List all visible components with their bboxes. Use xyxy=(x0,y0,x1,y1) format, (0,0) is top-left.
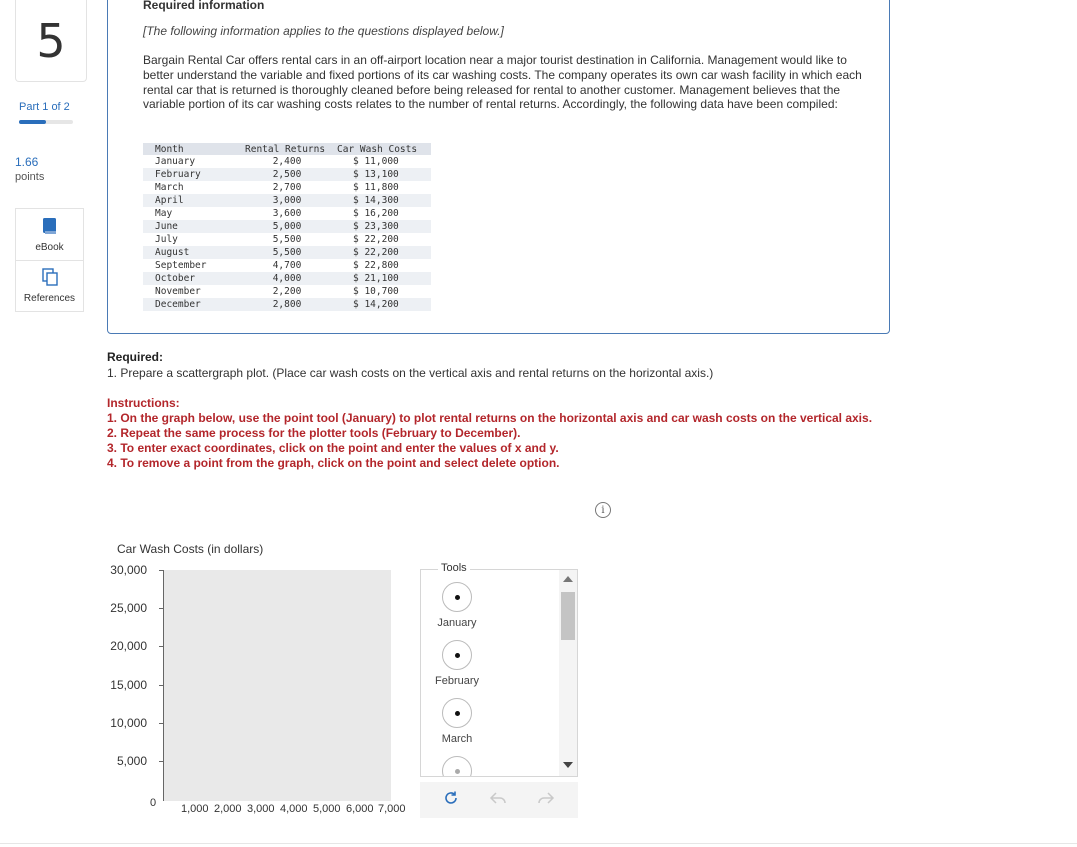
table-cell: July xyxy=(155,234,178,245)
y-tick xyxy=(159,723,164,724)
info-icon[interactable]: i xyxy=(595,502,611,518)
y-tick-label: 15,000 xyxy=(110,678,147,692)
table-row xyxy=(143,259,431,272)
table-cell: October xyxy=(143,272,241,285)
table-cell: 3,600 xyxy=(272,208,302,219)
info-body: Bargain Rental Car offers rental cars in an off-airport location near a major tourist destination in California. Management would like to better understand the variable and fixed portions of its car washing costs. The company operates its own car wash facility in which each rental car that is returned is thoroughly cleaned before being released for rental to another customer. Management believes that the variable portion of its car washing costs relates to the number of rental returns. Accordingly, the following data have been compiled: xyxy=(143,53,862,112)
required-title: Required: xyxy=(107,350,164,364)
required-text: 1. Prepare a scattergraph plot. (Place car wash costs on the vertical axis and rental returns on the horizontal axis.) xyxy=(107,366,714,380)
x-tick-label: 2,000 xyxy=(214,803,242,815)
table-cell: 2,800 xyxy=(241,298,333,311)
part-indicator xyxy=(19,101,70,113)
tools-panel xyxy=(420,569,578,777)
table-row xyxy=(143,246,431,259)
table-cell: $ 10,700 xyxy=(353,286,399,297)
instruction-line: 1. On the graph below, use the point tool (January) to plot rental returns on the horizontal axis and car wash costs on the vertical axis. xyxy=(107,411,873,425)
tool-label: March xyxy=(441,733,473,745)
graph-action-bar xyxy=(420,782,578,818)
y-tick xyxy=(159,761,164,762)
y-axis-title: Car Wash Costs (in dollars) xyxy=(117,542,264,556)
points-value: 1.66 xyxy=(15,155,39,169)
info-note: [The following information applies to the questions displayed below.] xyxy=(143,24,504,38)
tools-legend: Tools xyxy=(438,562,470,574)
x-tick-label: 3,000 xyxy=(247,803,275,815)
table-cell: $ 23,300 xyxy=(333,220,431,233)
table-cell: 3,000 xyxy=(241,194,333,207)
table-cell: January xyxy=(155,156,196,167)
table-cell: $ 11,000 xyxy=(353,156,399,167)
scroll-down-icon[interactable] xyxy=(563,762,573,768)
table-cell: December xyxy=(143,298,241,311)
question-number: 5 xyxy=(36,13,66,68)
reset-icon[interactable] xyxy=(443,790,459,811)
table-header: Rental Returns xyxy=(241,143,333,155)
table-cell: $ 22,800 xyxy=(353,260,399,271)
data-table xyxy=(143,143,431,311)
redo-icon[interactable] xyxy=(537,791,555,810)
table-row xyxy=(143,285,431,298)
y-tick-label: 5,000 xyxy=(116,754,147,768)
table-cell: 2,400 xyxy=(272,156,302,167)
table-cell: $ 13,100 xyxy=(333,168,431,181)
tool-label: February xyxy=(434,675,480,687)
table-row xyxy=(143,207,431,220)
table-cell: 5,000 xyxy=(241,220,333,233)
point-tool-icon xyxy=(442,640,472,670)
part-current: 1 xyxy=(42,101,49,113)
bottom-divider xyxy=(0,843,1077,844)
y-tick-label: 25,000 xyxy=(110,601,147,615)
table-cell: 5,500 xyxy=(241,246,333,259)
references-label: References xyxy=(23,293,76,304)
x-tick-label: 4,000 xyxy=(280,803,308,815)
tools-scrollbar[interactable] xyxy=(559,570,577,776)
info-title: Required information xyxy=(143,0,265,12)
part-progress-bar xyxy=(19,120,73,124)
table-cell: August xyxy=(143,246,241,259)
tool-march[interactable] xyxy=(421,698,493,745)
tool-january[interactable] xyxy=(421,582,493,629)
table-cell: $ 21,100 xyxy=(333,272,431,285)
table-cell: February xyxy=(143,168,241,181)
scroll-up-icon[interactable] xyxy=(563,576,573,582)
part-of: of 2 xyxy=(51,101,70,113)
x-tick-label: 7,000 xyxy=(378,803,406,815)
point-tool-icon xyxy=(442,582,472,612)
y-tick xyxy=(159,570,164,571)
tool-label: January xyxy=(437,617,477,629)
table-row xyxy=(143,298,431,311)
plot-area[interactable] xyxy=(163,570,391,801)
y-tick-label: 10,000 xyxy=(110,716,147,730)
table-cell: 2,200 xyxy=(272,286,302,297)
instruction-line: 3. To enter exact coordinates, click on the point and enter the values of x and y. xyxy=(107,441,559,455)
table-cell: June xyxy=(143,220,241,233)
x-tick-label: 6,000 xyxy=(346,803,374,815)
table-row xyxy=(143,272,431,285)
table-cell: 4,700 xyxy=(272,260,302,271)
instructions-title: Instructions: xyxy=(107,396,180,410)
ebook-button[interactable] xyxy=(16,209,83,260)
points-label: points xyxy=(15,171,45,183)
table-row xyxy=(143,220,431,233)
y-tick-label: 30,000 xyxy=(110,563,147,577)
table-cell: $ 14,200 xyxy=(333,298,431,311)
undo-icon[interactable] xyxy=(489,791,507,810)
tool-next-partial[interactable] xyxy=(421,756,493,777)
y-tick xyxy=(159,608,164,609)
table-header: Month xyxy=(143,143,241,155)
references-icon xyxy=(42,268,58,289)
table-cell: 2,700 xyxy=(272,182,302,193)
table-cell: September xyxy=(155,260,207,271)
table-cell: 4,000 xyxy=(241,272,333,285)
table-cell: 5,500 xyxy=(272,234,302,245)
table-cell: $ 16,200 xyxy=(353,208,399,219)
x-tick-label: 5,000 xyxy=(313,803,341,815)
table-cell: 2,500 xyxy=(241,168,333,181)
table-cell: $ 22,200 xyxy=(333,246,431,259)
ebook-label: eBook xyxy=(35,241,64,253)
part-word: Part xyxy=(19,101,40,113)
origin-label: 0 xyxy=(150,797,157,809)
x-tick-label: 1,000 xyxy=(181,803,209,815)
instruction-line: 2. Repeat the same process for the plotter tools (February to December). xyxy=(107,426,521,440)
references-button[interactable] xyxy=(16,260,83,311)
table-row xyxy=(143,155,431,168)
table-cell: $ 22,200 xyxy=(353,234,399,245)
y-tick-label: 20,000 xyxy=(110,639,147,653)
table-cell: April xyxy=(143,194,241,207)
question-number-box xyxy=(15,0,87,82)
y-tick xyxy=(159,685,164,686)
table-cell: May xyxy=(155,208,173,219)
table-row xyxy=(143,233,431,246)
instruction-line: 4. To remove a point from the graph, click on the point and select delete option. xyxy=(107,456,560,470)
table-cell: $ 14,300 xyxy=(333,194,431,207)
scroll-thumb[interactable] xyxy=(561,592,575,640)
table-cell: March xyxy=(155,182,184,193)
table-header: Car Wash Costs xyxy=(333,143,431,155)
ebook-icon xyxy=(42,217,58,238)
table-row xyxy=(143,181,431,194)
point-tool-icon xyxy=(442,756,472,777)
table-row xyxy=(143,194,431,207)
point-tool-icon xyxy=(442,698,472,728)
instructions xyxy=(107,396,897,471)
tool-february[interactable] xyxy=(421,640,493,687)
y-tick xyxy=(159,646,164,647)
table-row xyxy=(143,168,431,181)
table-cell: November xyxy=(155,286,201,297)
side-tools xyxy=(15,208,84,312)
part-progress-fill xyxy=(19,120,46,124)
table-cell: $ 11,800 xyxy=(353,182,399,193)
